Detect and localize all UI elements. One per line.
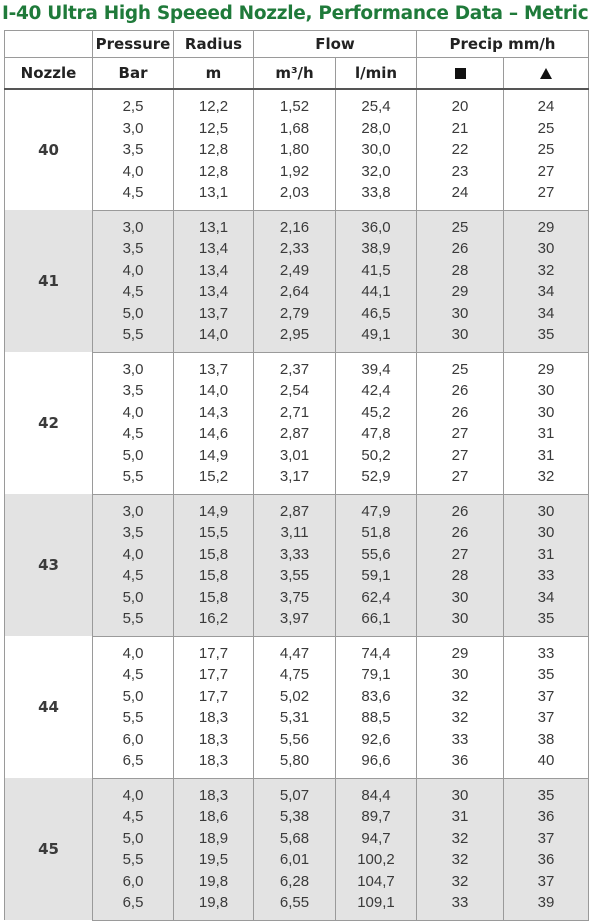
precip-square-cell: 29	[417, 636, 504, 664]
flow-m3h-cell: 2,64	[254, 281, 336, 303]
pressure-cell: 3,0	[93, 352, 174, 380]
pressure-cell: 4,0	[93, 544, 174, 566]
flow-lmin-cell: 47,9	[336, 494, 417, 522]
bar-unit-header: Bar	[93, 58, 174, 90]
flow-m3h-cell: 2,03	[254, 182, 336, 210]
precip-square-cell: 25	[417, 210, 504, 238]
m3h-unit-header: m³/h	[254, 58, 336, 90]
pressure-cell: 5,0	[93, 303, 174, 325]
radius-cell: 19,8	[174, 892, 254, 920]
radius-cell: 18,6	[174, 806, 254, 828]
precip-square-cell: 27	[417, 445, 504, 467]
precip-triangle-cell: 38	[504, 729, 589, 751]
precip-square-cell: 25	[417, 352, 504, 380]
nozzle-number: 40	[5, 89, 93, 210]
radius-cell: 13,4	[174, 281, 254, 303]
nozzle-group	[5, 210, 589, 352]
pressure-cell: 6,5	[93, 892, 174, 920]
precip-triangle-cell: 30	[504, 380, 589, 402]
table-row	[5, 707, 589, 729]
precip-square-cell: 32	[417, 828, 504, 850]
pressure-cell: 5,5	[93, 324, 174, 352]
pressure-cell: 5,0	[93, 445, 174, 467]
pressure-cell: 4,5	[93, 281, 174, 303]
pressure-cell: 4,0	[93, 636, 174, 664]
radius-cell: 14,6	[174, 423, 254, 445]
table-row	[5, 664, 589, 686]
precip-triangle-cell: 36	[504, 849, 589, 871]
flow-lmin-cell: 45,2	[336, 402, 417, 424]
precip-triangle-cell: 30	[504, 238, 589, 260]
radius-cell: 19,5	[174, 849, 254, 871]
table-row	[5, 494, 589, 522]
radius-cell: 18,9	[174, 828, 254, 850]
table-row	[5, 238, 589, 260]
flow-lmin-cell: 88,5	[336, 707, 417, 729]
table-row	[5, 139, 589, 161]
radius-cell: 12,5	[174, 118, 254, 140]
precip-triangle-cell: 29	[504, 210, 589, 238]
table-row	[5, 729, 589, 751]
pressure-cell: 4,0	[93, 778, 174, 806]
flow-lmin-cell: 104,7	[336, 871, 417, 893]
flow-lmin-cell: 47,8	[336, 423, 417, 445]
table-row	[5, 750, 589, 778]
nozzle-number: 41	[5, 210, 93, 352]
precip-triangle-cell: 25	[504, 139, 589, 161]
flow-m3h-cell: 2,71	[254, 402, 336, 424]
pressure-cell: 3,0	[93, 118, 174, 140]
radius-cell: 13,7	[174, 352, 254, 380]
flow-m3h-cell: 4,75	[254, 664, 336, 686]
flow-header: Flow	[254, 31, 417, 58]
pressure-header: Pressure	[93, 31, 174, 58]
table-row	[5, 522, 589, 544]
precip-square-cell: 22	[417, 139, 504, 161]
flow-lmin-cell: 51,8	[336, 522, 417, 544]
flow-lmin-cell: 83,6	[336, 686, 417, 708]
flow-m3h-cell: 5,80	[254, 750, 336, 778]
table-row	[5, 466, 589, 494]
precip-triangle-cell: 24	[504, 89, 589, 118]
precip-square-cell: 26	[417, 402, 504, 424]
precip-triangle-cell: 35	[504, 608, 589, 636]
pressure-cell: 4,0	[93, 402, 174, 424]
flow-lmin-cell: 74,4	[336, 636, 417, 664]
radius-cell: 14,9	[174, 445, 254, 467]
pressure-cell: 4,5	[93, 423, 174, 445]
pressure-cell: 5,0	[93, 828, 174, 850]
flow-m3h-cell: 2,16	[254, 210, 336, 238]
flow-lmin-cell: 46,5	[336, 303, 417, 325]
pressure-cell: 4,5	[93, 565, 174, 587]
pressure-cell: 5,5	[93, 849, 174, 871]
precip-triangle-cell: 31	[504, 423, 589, 445]
flow-m3h-cell: 2,54	[254, 380, 336, 402]
flow-m3h-cell: 6,01	[254, 849, 336, 871]
flow-m3h-cell: 2,95	[254, 324, 336, 352]
radius-cell: 12,2	[174, 89, 254, 118]
pressure-cell: 3,0	[93, 210, 174, 238]
precip-triangle-cell: 32	[504, 466, 589, 494]
table-row	[5, 778, 589, 806]
flow-m3h-cell: 3,33	[254, 544, 336, 566]
precip-square-cell: 32	[417, 707, 504, 729]
pressure-cell: 5,5	[93, 466, 174, 494]
flow-m3h-cell: 6,28	[254, 871, 336, 893]
precip-header: Precip mm/h	[417, 31, 589, 58]
table-row	[5, 324, 589, 352]
nozzle-group	[5, 89, 589, 210]
table-row	[5, 828, 589, 850]
flow-lmin-cell: 39,4	[336, 352, 417, 380]
pressure-cell: 4,5	[93, 182, 174, 210]
flow-m3h-cell: 2,33	[254, 238, 336, 260]
table-row	[5, 352, 589, 380]
flow-lmin-cell: 25,4	[336, 89, 417, 118]
flow-lmin-cell: 41,5	[336, 260, 417, 282]
table-row	[5, 871, 589, 893]
flow-lmin-cell: 59,1	[336, 565, 417, 587]
table-row	[5, 686, 589, 708]
radius-cell: 18,3	[174, 707, 254, 729]
precip-triangle-cell: 37	[504, 828, 589, 850]
flow-lmin-cell: 62,4	[336, 587, 417, 609]
nozzle-header-spacer	[5, 31, 93, 58]
radius-cell: 18,3	[174, 729, 254, 751]
triangle-spacing-header	[504, 58, 589, 90]
precip-square-cell: 30	[417, 778, 504, 806]
precip-triangle-cell: 37	[504, 707, 589, 729]
precip-square-cell: 36	[417, 750, 504, 778]
precip-triangle-cell: 34	[504, 587, 589, 609]
meter-unit-header: m	[174, 58, 254, 90]
flow-m3h-cell: 1,92	[254, 161, 336, 183]
flow-m3h-cell: 3,01	[254, 445, 336, 467]
precip-triangle-cell: 37	[504, 686, 589, 708]
table-row	[5, 182, 589, 210]
table-row	[5, 544, 589, 566]
radius-cell: 17,7	[174, 664, 254, 686]
flow-lmin-cell: 30,0	[336, 139, 417, 161]
precip-triangle-cell: 30	[504, 522, 589, 544]
precip-square-cell: 28	[417, 565, 504, 587]
flow-lmin-cell: 96,6	[336, 750, 417, 778]
radius-cell: 18,3	[174, 778, 254, 806]
flow-m3h-cell: 4,47	[254, 636, 336, 664]
pressure-cell: 6,5	[93, 750, 174, 778]
table-row	[5, 608, 589, 636]
radius-cell: 15,8	[174, 544, 254, 566]
pressure-cell: 6,0	[93, 729, 174, 751]
table-row	[5, 587, 589, 609]
radius-cell: 14,0	[174, 380, 254, 402]
precip-triangle-cell: 35	[504, 778, 589, 806]
precip-square-cell: 26	[417, 494, 504, 522]
nozzle-number: 45	[5, 778, 93, 920]
flow-lmin-cell: 44,1	[336, 281, 417, 303]
square-spacing-icon	[455, 68, 466, 79]
lmin-unit-header: l/min	[336, 58, 417, 90]
table-row	[5, 89, 589, 118]
table-header	[5, 31, 589, 90]
pressure-cell: 3,5	[93, 238, 174, 260]
pressure-cell: 6,0	[93, 871, 174, 893]
flow-m3h-cell: 2,79	[254, 303, 336, 325]
precip-square-cell: 29	[417, 281, 504, 303]
precip-triangle-cell: 27	[504, 161, 589, 183]
radius-cell: 12,8	[174, 139, 254, 161]
table-row	[5, 380, 589, 402]
nozzle-group	[5, 494, 589, 636]
flow-lmin-cell: 79,1	[336, 664, 417, 686]
radius-cell: 14,0	[174, 324, 254, 352]
radius-cell: 15,5	[174, 522, 254, 544]
radius-cell: 18,3	[174, 750, 254, 778]
pressure-cell: 2,5	[93, 89, 174, 118]
flow-m3h-cell: 3,55	[254, 565, 336, 587]
flow-lmin-cell: 49,1	[336, 324, 417, 352]
radius-cell: 13,1	[174, 182, 254, 210]
pressure-cell: 4,5	[93, 664, 174, 686]
precip-triangle-cell: 35	[504, 324, 589, 352]
radius-cell: 13,4	[174, 260, 254, 282]
radius-header: Radius	[174, 31, 254, 58]
table-row	[5, 636, 589, 664]
pressure-cell: 5,5	[93, 707, 174, 729]
precip-triangle-cell: 32	[504, 260, 589, 282]
precip-square-cell: 31	[417, 806, 504, 828]
performance-table	[4, 30, 589, 921]
precip-square-cell: 21	[417, 118, 504, 140]
flow-m3h-cell: 2,87	[254, 494, 336, 522]
flow-m3h-cell: 5,07	[254, 778, 336, 806]
flow-lmin-cell: 94,7	[336, 828, 417, 850]
precip-square-cell: 32	[417, 849, 504, 871]
pressure-cell: 3,5	[93, 522, 174, 544]
flow-lmin-cell: 32,0	[336, 161, 417, 183]
precip-square-cell: 28	[417, 260, 504, 282]
precip-triangle-cell: 30	[504, 494, 589, 522]
precip-square-cell: 23	[417, 161, 504, 183]
flow-lmin-cell: 84,4	[336, 778, 417, 806]
flow-m3h-cell: 2,49	[254, 260, 336, 282]
flow-m3h-cell: 1,80	[254, 139, 336, 161]
flow-lmin-cell: 50,2	[336, 445, 417, 467]
table-row	[5, 303, 589, 325]
radius-cell: 15,8	[174, 587, 254, 609]
precip-triangle-cell: 33	[504, 636, 589, 664]
precip-triangle-cell: 27	[504, 182, 589, 210]
precip-square-cell: 33	[417, 729, 504, 751]
table-row	[5, 423, 589, 445]
radius-cell: 14,3	[174, 402, 254, 424]
flow-m3h-cell: 5,68	[254, 828, 336, 850]
flow-m3h-cell: 3,11	[254, 522, 336, 544]
flow-lmin-cell: 89,7	[336, 806, 417, 828]
precip-square-cell: 27	[417, 544, 504, 566]
precip-triangle-cell: 33	[504, 565, 589, 587]
precip-square-cell: 27	[417, 423, 504, 445]
precip-square-cell: 32	[417, 686, 504, 708]
radius-cell: 17,7	[174, 686, 254, 708]
nozzle-group	[5, 778, 589, 920]
radius-cell: 15,8	[174, 565, 254, 587]
pressure-cell: 4,5	[93, 806, 174, 828]
table-row	[5, 849, 589, 871]
flow-m3h-cell: 3,17	[254, 466, 336, 494]
flow-m3h-cell: 6,55	[254, 892, 336, 920]
precip-square-cell: 30	[417, 324, 504, 352]
precip-square-cell: 33	[417, 892, 504, 920]
pressure-cell: 5,5	[93, 608, 174, 636]
flow-lmin-cell: 28,0	[336, 118, 417, 140]
nozzle-number: 44	[5, 636, 93, 778]
precip-triangle-cell: 25	[504, 118, 589, 140]
precip-triangle-cell: 34	[504, 303, 589, 325]
table-row	[5, 161, 589, 183]
flow-lmin-cell: 42,4	[336, 380, 417, 402]
radius-cell: 13,4	[174, 238, 254, 260]
flow-lmin-cell: 33,8	[336, 182, 417, 210]
precip-triangle-cell: 37	[504, 871, 589, 893]
nozzle-group	[5, 352, 589, 494]
precip-square-cell: 26	[417, 238, 504, 260]
flow-lmin-cell: 55,6	[336, 544, 417, 566]
flow-lmin-cell: 92,6	[336, 729, 417, 751]
table-row	[5, 210, 589, 238]
pressure-cell: 3,5	[93, 139, 174, 161]
table-row	[5, 281, 589, 303]
precip-triangle-cell: 29	[504, 352, 589, 380]
precip-triangle-cell: 31	[504, 445, 589, 467]
pressure-cell: 5,0	[93, 686, 174, 708]
pressure-cell: 5,0	[93, 587, 174, 609]
precip-square-cell: 24	[417, 182, 504, 210]
flow-m3h-cell: 5,31	[254, 707, 336, 729]
precip-triangle-cell: 34	[504, 281, 589, 303]
flow-m3h-cell: 2,87	[254, 423, 336, 445]
table-title: I-40 Ultra High Speeed Nozzle, Performance Data – Metric	[2, 3, 589, 24]
flow-lmin-cell: 52,9	[336, 466, 417, 494]
precip-square-cell: 30	[417, 303, 504, 325]
radius-cell: 13,7	[174, 303, 254, 325]
flow-m3h-cell: 1,68	[254, 118, 336, 140]
flow-lmin-cell: 38,9	[336, 238, 417, 260]
precip-square-cell: 30	[417, 664, 504, 686]
flow-m3h-cell: 5,56	[254, 729, 336, 751]
precip-square-cell: 30	[417, 608, 504, 636]
precip-square-cell: 26	[417, 522, 504, 544]
radius-cell: 17,7	[174, 636, 254, 664]
radius-cell: 14,9	[174, 494, 254, 522]
precip-square-cell: 20	[417, 89, 504, 118]
precip-triangle-cell: 39	[504, 892, 589, 920]
radius-cell: 16,2	[174, 608, 254, 636]
flow-m3h-cell: 3,75	[254, 587, 336, 609]
table-row	[5, 260, 589, 282]
precip-triangle-cell: 35	[504, 664, 589, 686]
flow-lmin-cell: 109,1	[336, 892, 417, 920]
flow-m3h-cell: 2,37	[254, 352, 336, 380]
flow-m3h-cell: 5,38	[254, 806, 336, 828]
flow-m3h-cell: 3,97	[254, 608, 336, 636]
flow-lmin-cell: 100,2	[336, 849, 417, 871]
table-row	[5, 445, 589, 467]
precip-triangle-cell: 40	[504, 750, 589, 778]
table-row	[5, 118, 589, 140]
table-row	[5, 806, 589, 828]
pressure-cell: 3,5	[93, 380, 174, 402]
table-row	[5, 892, 589, 920]
radius-cell: 19,8	[174, 871, 254, 893]
precip-square-cell: 30	[417, 587, 504, 609]
nozzle-header: Nozzle	[5, 58, 93, 90]
flow-m3h-cell: 1,52	[254, 89, 336, 118]
precip-triangle-cell: 30	[504, 402, 589, 424]
flow-lmin-cell: 36,0	[336, 210, 417, 238]
precip-square-cell: 32	[417, 871, 504, 893]
pressure-cell: 4,0	[93, 260, 174, 282]
precip-triangle-cell: 36	[504, 806, 589, 828]
radius-cell: 13,1	[174, 210, 254, 238]
radius-cell: 12,8	[174, 161, 254, 183]
pressure-cell: 4,0	[93, 161, 174, 183]
nozzle-group	[5, 636, 589, 778]
triangle-spacing-icon	[540, 68, 552, 79]
precip-triangle-cell: 31	[504, 544, 589, 566]
nozzle-number: 42	[5, 352, 93, 494]
pressure-cell: 3,0	[93, 494, 174, 522]
precip-square-cell: 26	[417, 380, 504, 402]
table-row	[5, 565, 589, 587]
table-row	[5, 402, 589, 424]
square-spacing-header	[417, 58, 504, 90]
precip-square-cell: 27	[417, 466, 504, 494]
flow-lmin-cell: 66,1	[336, 608, 417, 636]
radius-cell: 15,2	[174, 466, 254, 494]
flow-m3h-cell: 5,02	[254, 686, 336, 708]
nozzle-number: 43	[5, 494, 93, 636]
